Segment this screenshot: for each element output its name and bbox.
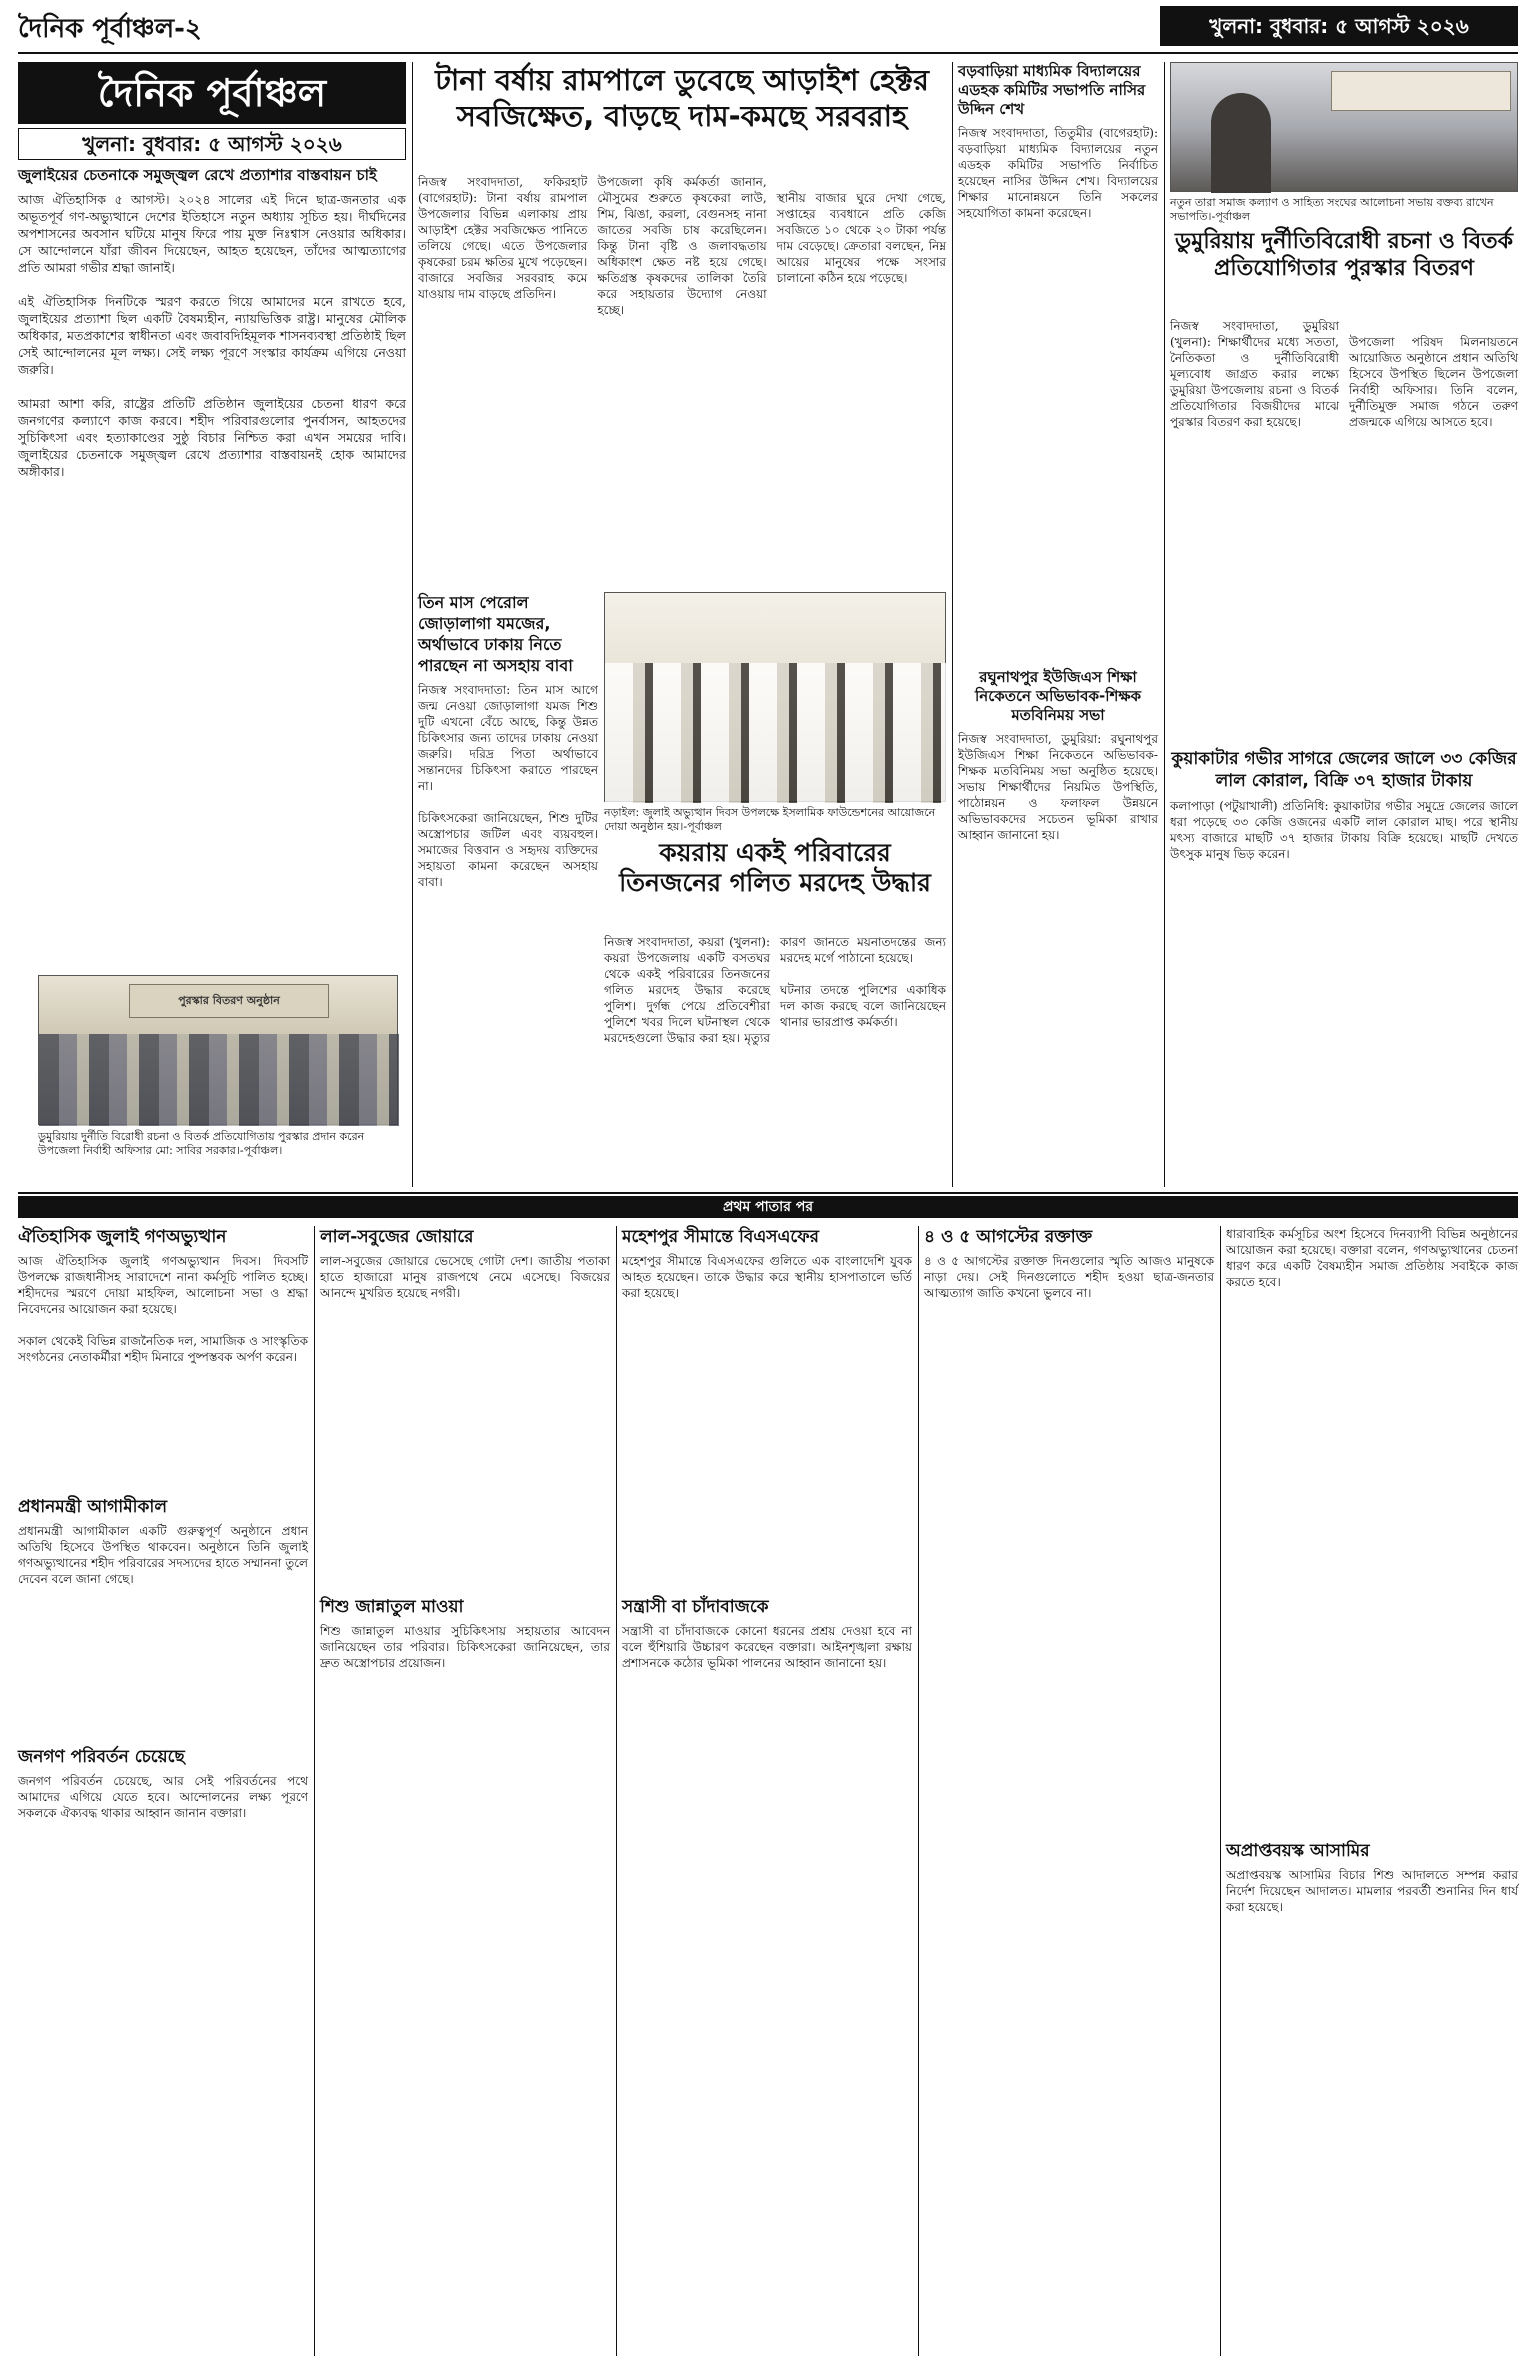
dumuria-photo [1170, 62, 1518, 192]
award-banner-text: পুরস্কার বিতরণ অনুষ্ঠান [178, 994, 280, 1007]
article-school-meet [958, 668, 1162, 1188]
col-rule-3 [1164, 62, 1165, 1187]
article-dumuria-headline: ডুমুরিয়ায় দুর্নীতিবিরোধী রচনা ও বিতর্ক প্রতিযোগিতার পুরস্কার বিতরণ [1174, 229, 1514, 281]
award-banner [129, 984, 329, 1018]
col-rule-b1 [314, 1226, 315, 2356]
article-pm-headline: প্রধানমন্ত্রী আগামীকাল [18, 1497, 168, 1517]
dumuria-photo-caption: নতুন তারা সমাজ কল্যাণ ও সাহিত্য সংঘের আলোচনা সভায় বক্তব্য রাখেন সভাপতি।-পূর্বাঞ্চল [1170, 196, 1494, 223]
article-change [18, 1746, 312, 1986]
dumuria-banner [1331, 71, 1511, 111]
award-caption: ডুমুরিয়ায় দুর্নীতি বিরোধী রচনা ও বিতর্ক প্রতিযোগিতায় পুরস্কার প্রদান করেন উপজেলা নির্বাহী অফিসার মো: সাবির সরকার।-পূর্বাঞ্চল। [38, 1130, 365, 1157]
article-border-headline: মহেশপুর সীমান্তে বিএসএফের [622, 1227, 820, 1247]
section-divider-label: প্রথম পাতার পর [722, 1199, 814, 1215]
article-school-meet-body: নিজস্ব সংবাদদাতা, ডুমুরিয়া: রঘুনাথপুর ইউজিএস শিক্ষা নিকেতনে অভিভাবক-শিক্ষক মতবিনিময় সভা অনুষ্ঠিত হয়েছে। সভায় শিক্ষার্থীদের নিয়মিত উপস্থিতি, পাঠোন্নয়ন ও ফলাফল উন্নয়নে অভিভাবকদের সচেতন ভূমিকা রাখার আহ্বান জানানো হয়। [958, 732, 1162, 842]
article-kuakata-body: কলাপাড়া (পটুয়াখালী) প্রতিনিধি: কুয়াকাটার গভীর সমুদ্রে জেলের জালে ধরা পড়েছে ৩৩ কেজি ওজনের একটি লাল কোরাল মাছ। পরে স্থানীয় মৎস্য বাজারে মাছটি ৩৭ হাজার টাকায় বিক্রি হয়েছে। মাছটি দেখতে উৎসুক মানুষ ভিড় করেন। [1170, 799, 1522, 861]
award-people [39, 1034, 399, 1126]
article-terror [622, 1596, 916, 1956]
article-father-body: নিজস্ব সংবাদদাতা: তিন মাস আগে জন্ম নেওয়া জোড়ালাগা যমজ শিশু দুটি এখনো বেঁচে আছে, কিন্তু উন্নত চিকিৎসার জন্য তাদের ঢাকায় নেওয়া জরুরি। দরিদ্র পিতা অর্থাভাবে সন্তানদের চিকিৎসা করাতে পারছেন না। চিকিৎসকেরা জানিয়েছেন, শিশু দুটির অস্ত্রোপচার জটিল এবং ব্যয়বহুল। সমাজের বিত্তবান ও সহৃদয় ব্যক্তিদের সহায়তা কামনা করেছেন অসহায় বাবা। [418, 683, 598, 889]
article-red-green [320, 1226, 614, 1586]
article-bayarbhanga-body: নিজস্ব সংবাদদাতা, তিতুমীর (বাগেরহাট): বড়বাড়িয়া মাধ্যমিক বিদ্যালয়ের নতুন এডহক কমিটির সভাপতি নির্বাচিত হয়েছেন নাসির উদ্দিন শেখ। বিদ্যালয়ের শিক্ষার মানোন্নয়নে তিনি সকলের সহযোগিতা কামনা করেছেন। [958, 126, 1162, 220]
article-minor [1226, 1840, 1522, 2140]
dumuria-speaker [1211, 93, 1271, 193]
col-rule-b3 [918, 1226, 919, 2356]
article-historic-headline: ঐতিহাসিক জুলাই গণঅভ্যুত্থান [18, 1227, 227, 1247]
article-july [18, 166, 406, 966]
article-child [320, 1596, 614, 1956]
section-rule-top [18, 1192, 1518, 1194]
article-historic [18, 1226, 308, 1486]
article-child-headline: শিশু জান্নাতুল মাওয়া [320, 1597, 464, 1617]
mosque-caption: নড়াইল: জুলাই অভ্যুত্থান দিবস উপলক্ষে ইসলামিক ফাউন্ডেশনের আয়োজনে দোয়া অনুষ্ঠান হয়।-পূর্বাঞ্চল [604, 806, 936, 833]
article-july-headline: জুলাইয়ের চেতনাকে সমুজ্জ্বল রেখে প্রত্যাশার বাস্তবায়ন চাই [18, 166, 377, 184]
article-rampal-headline: টানা বর্ষায় রামপালে ডুবেছে আড়াইশ হেক্টর সবজিক্ষেত, বাড়ছে দাম-কমছে সরবরাহ [435, 63, 929, 133]
masthead-date-text: খুলনা: বুধবার: ৫ আগস্ট ২০২৬ [82, 132, 342, 156]
page-date-label: খুলনা: বুধবার: ৫ আগস্ট ২০২৬ [1209, 14, 1469, 38]
article-father [418, 592, 598, 1062]
article-father-headline: তিন মাস পেরোল জোড়ালাগা যমজের, অর্থাভাবে ঢাকায় নিতে পারছেন না অসহায় বাবা [418, 593, 573, 675]
article-child-body: শিশু জান্নাতুল মাওয়ার সুচিকিৎসায় সহায়তার আবেদন জানিয়েছেন তার পরিবার। চিকিৎসকেরা জানিয়েছেন, তার দ্রুত অস্ত্রোপচার প্রয়োজন। [320, 1624, 614, 1670]
masthead [18, 62, 406, 124]
article-blood-headline: ৪ ও ৫ আগস্টের রক্তাক্ত [924, 1227, 1093, 1247]
page-section-label: দৈনিক পূর্বাঞ্চল-২ [18, 14, 202, 44]
col-rule-b4 [1220, 1226, 1221, 2356]
article-pm-body: প্রধানমন্ত্রী আগামীকাল একটি গুরুত্বপূর্ণ অনুষ্ঠানে প্রধান অতিথি হিসেবে উপস্থিত থাকবেন। অনুষ্ঠানে তিনি জুলাই গণঅভ্যুত্থানের শহীদ পরিবারের সদস্যদের হাতে সম্মাননা তুলে দেবেন বলে জানা গেছে। [18, 1524, 312, 1586]
section-divider [18, 1196, 1518, 1218]
header-rule [18, 52, 1518, 54]
article-historic-body: আজ ঐতিহাসিক জুলাই গণঅভ্যুত্থান দিবস। দিবসটি উপলক্ষে রাজধানীসহ সারাদেশে নানা কর্মসূচি পালিত হচ্ছে। শহীদদের স্মরণে দোয়া মাহফিল, আলোচনা সভা ও শ্রদ্ধা নিবেদনের আয়োজন করা হয়েছে। সকাল থেকেই বিভিন্ন রাজনৈতিক দল, সামাজিক ও সাংস্কৃতিক সংগঠনের নেতাকর্মীরা শহীদ মিনারে পুষ্পস্তবক অর্পণ করেন। [18, 1254, 308, 1364]
masthead-dateline [18, 128, 406, 160]
article-minor-body: অপ্রাপ্তবয়স্ক আসামির বিচার শিশু আদালতে সম্পন্ন করার নির্দেশ দিয়েছেন আদালত। মামলার পরবর্তী শুনানির দিন ধার্য করা হয়েছে। [1226, 1868, 1522, 1914]
article-blood [924, 1226, 1218, 1586]
article-july-body: আজ ঐতিহাসিক ৫ আগস্ট। ২০২৪ সালের এই দিনে ছাত্র-জনতার এক অভূতপূর্ব গণ-অভ্যুত্থানে দেশের ইতিহাসে নতুন অধ্যায় সূচিত হয়। দীর্ঘদিনের অপশাসনের অবসান ঘটিয়ে মানুষ ফিরে পায় মুক্ত নিঃশ্বাস নেওয়ার অধিকার। সে আন্দোলনে যাঁরা জীবন দিয়েছেন, আহত হয়েছেন, তাঁদের আত্মত্যাগের প্রতি আমরা গভীর শ্রদ্ধা জানাই। এই ঐতিহাসিক দিনটিকে স্মরণ করতে গিয়ে আমাদের মনে রাখতে হবে, জুলাইয়ের প্রত্যাশা ছিল একটি বৈষম্যহীন, ন্যায়ভিত্তিক রাষ্ট্র। মানুষের মৌলিক অধিকার, মতপ্রকাশের স্বাধীনতা এবং জবাবদিহিমূলক শাসনব্যবস্থা প্রতিষ্ঠাই ছিল সেই আন্দোলনের মূল লক্ষ্য। সেই লক্ষ্য পূরণে সংস্কার কার্যক্রম এগিয়ে নেওয়া জরুরি। আমরা আশা করি, রাষ্ট্রের প্রতিটি প্রতিষ্ঠান জুলাইয়ের চেতনা ধারণ করে জনগণের কল্যাণে কাজ করবে। শহীদ পরিবারগুলোর পুনর্বাসন, আহতদের সুচিকিৎসা এবং হত্যাকাণ্ডের সুষ্ঠু বিচার নিশ্চিত করা এখন সময়ের দাবি। জুলাইয়ের চেতনাকে সমুজ্জ্বল রেখে প্রত্যাশার বাস্তবায়নই হোক আমাদের অঙ্গীকার। [18, 192, 406, 479]
masthead-title: দৈনিক পূর্বাঞ্চল [97, 71, 327, 115]
article-bayarbhanga [958, 62, 1162, 662]
article-koyra-body: নিজস্ব সংবাদদাতা, কয়রা (খুলনা): কয়রা উপজেলায় একটি বসতঘর থেকে একই পরিবারের তিনজনের গলিত মরদেহ উদ্ধার করেছে পুলিশ। দুর্গন্ধ পেয়ে প্রতিবেশীরা পুলিশে খবর দিলে ঘটনাস্থল থেকে মরদেহগুলো উদ্ধার করা হয়। মৃত্যুর কারণ জানতে ময়নাতদন্তের জন্য মরদেহ মর্গে পাঠানো হয়েছে। ঘটনার তদন্তে পুলিশের একাধিক দল কাজ করছে বলে জানিয়েছেন থানার ভারপ্রাপ্ত কর্মকর্তা। [604, 935, 946, 1045]
award-photo [38, 975, 398, 1125]
article-red-green-headline: লাল-সবুজের জোয়ারে [320, 1227, 474, 1247]
article-kuakata [1170, 748, 1522, 1188]
article-terror-headline: সন্ত্রাসী বা চাঁদাবাজকে [622, 1597, 769, 1617]
article-red-green-body: লাল-সবুজের জোয়ারে ভেসেছে গোটা দেশ। জাতীয় পতাকা হাতে হাজারো মানুষ রাজপথে নেমে এসেছে। বিজয়ের আনন্দে মুখরিত হয়েছে নগরী। [320, 1254, 614, 1300]
col4-body: ধারাবাহিক কর্মসূচির অংশ হিসেবে দিনব্যাপী বিভিন্ন অনুষ্ঠানের আয়োজন করা হয়েছে। বক্তারা বলেন, গণঅভ্যুত্থানের চেতনা ধারণ করে একটি বৈষম্যহীন সমাজ প্রতিষ্ঠায় সবাইকে কাজ করতে হবে। [1226, 1227, 1522, 1289]
article-pm [18, 1496, 312, 1736]
col-rule-2 [952, 62, 953, 1187]
col-rule-1 [412, 62, 413, 1187]
page-header-left [18, 8, 318, 48]
page-header-right [1160, 6, 1518, 46]
article-border-body: মহেশপুর সীমান্তে বিএসএফের গুলিতে এক বাংলাদেশি যুবক আহত হয়েছেন। তাকে উদ্ধার করে স্থানীয় হাসপাতালে ভর্তি করা হয়েছে। [622, 1254, 916, 1300]
article-dumuria-body: নিজস্ব সংবাদদাতা, ডুমুরিয়া (খুলনা): শিক্ষার্থীদের মধ্যে সততা, নৈতিকতা ও দুর্নীতিবিরোধী মূল্যবোধ জাগ্রত করার লক্ষ্যে ডুমুরিয়া উপজেলায় রচনা ও বিতর্ক প্রতিযোগিতার বিজয়ীদের মাঝে পুরস্কার বিতরণ করা হয়েছে। উপজেলা পরিষদ মিলনায়তনে আয়োজিত অনুষ্ঠানে প্রধান অতিথি হিসেবে উপস্থিত ছিলেন উপজেলা নির্বাহী অফিসার। তিনি বলেন, দুর্নীতিমুক্ত সমাজ গঠনে তরুণ প্রজন্মকে এগিয়ে আসতে হবে। [1170, 319, 1518, 429]
mosque-people [605, 663, 947, 803]
article-minor-headline: অপ্রাপ্তবয়স্ক আসামির [1226, 1841, 1370, 1861]
article-school-meet-headline: রঘুনাথপুর ইউজিএস শিক্ষা নিকেতনে অভিভাবক-শিক্ষক মতবিনিময় সভা [974, 668, 1142, 724]
article-change-headline: জনগণ পরিবর্তন চেয়েছে [18, 1747, 185, 1767]
article-kuakata-headline: কুয়াকাটার গভীর সাগরে জেলের জালে ৩৩ কেজির লাল কোরাল, বিক্রি ৩৭ হাজার টাকায় [1171, 749, 1517, 791]
article-terror-body: সন্ত্রাসী বা চাঁদাবাজকে কোনো ধরনের প্রশ্রয় দেওয়া হবে না বলে হুঁশিয়ারি উচ্চারণ করেছেন বক্তারা। আইনশৃঙ্খলা রক্ষায় প্রশাসনকে কঠোর ভূমিকা পালনের আহ্বান জানানো হয়। [622, 1624, 916, 1670]
article-koyra-headline: কয়রায় একই পরিবারের তিনজনের গলিত মরদেহ উদ্ধার [619, 838, 931, 897]
col-rule-b2 [616, 1226, 617, 2356]
article-change-body: জনগণ পরিবর্তন চেয়েছে, আর সেই পরিবর্তনের পথে আমাদের এগিয়ে যেতে হবে। আন্দোলনের লক্ষ্য পূরণে সকলকে ঐক্যবদ্ধ থাকার আহ্বান জানান বক্তারা। [18, 1774, 312, 1820]
article-blood-body: ৪ ও ৫ আগস্টের রক্তাক্ত দিনগুলোর স্মৃতি আজও মানুষকে নাড়া দেয়। সেই দিনগুলোতে শহীদ হওয়া ছাত্র-জনতার আত্মত্যাগ জাতি কখনো ভুলবে না। [924, 1254, 1218, 1300]
article-border [622, 1226, 916, 1586]
article-rampal-body: নিজস্ব সংবাদদাতা, ফকিরহাট (বাগেরহাট): টানা বর্ষায় রামপাল উপজেলার বিভিন্ন এলাকায় প্রায় আড়াইশ হেক্টর সবজিক্ষেত পানিতে তলিয়ে গেছে। এতে উপজেলার কৃষকেরা চরম ক্ষতির মুখে পড়েছেন। বাজারে সবজির সরবরাহ কমে যাওয়ায় দাম বাড়ছে প্রতিদিন। উপজেলা কৃষি কর্মকর্তা জানান, মৌসুমের শুরুতে কৃষকেরা লাউ, শিম, ঝিঙা, করলা, বেগুনসহ নানা জাতের সবজি চাষ করেছিলেন। কিন্তু টানা বৃষ্টি ও জলাবদ্ধতায় অধিকাংশ ক্ষেত নষ্ট হয়ে গেছে। ক্ষতিগ্রস্ত কৃষকদের তালিকা তৈরি করে সহায়তার উদ্যোগ নেওয়া হচ্ছে। স্থানীয় বাজার ঘুরে দেখা গেছে, সপ্তাহের ব্যবধানে প্রতি কেজি সবজিতে ১০ থেকে ২০ টাকা পর্যন্ত দাম বেড়েছে। ক্রেতারা বলছেন, নিম্ন আয়ের মানুষের পক্ষে সংসার চালানো কঠিন হয়ে পড়েছে। [418, 175, 946, 317]
article-bayarbhanga-headline: বড়বাড়িয়া মাধ্যমিক বিদ্যালয়ের এডহক কমিটির সভাপতি নাসির উদ্দিন শেখ [958, 62, 1146, 118]
mosque-photo [604, 592, 946, 802]
